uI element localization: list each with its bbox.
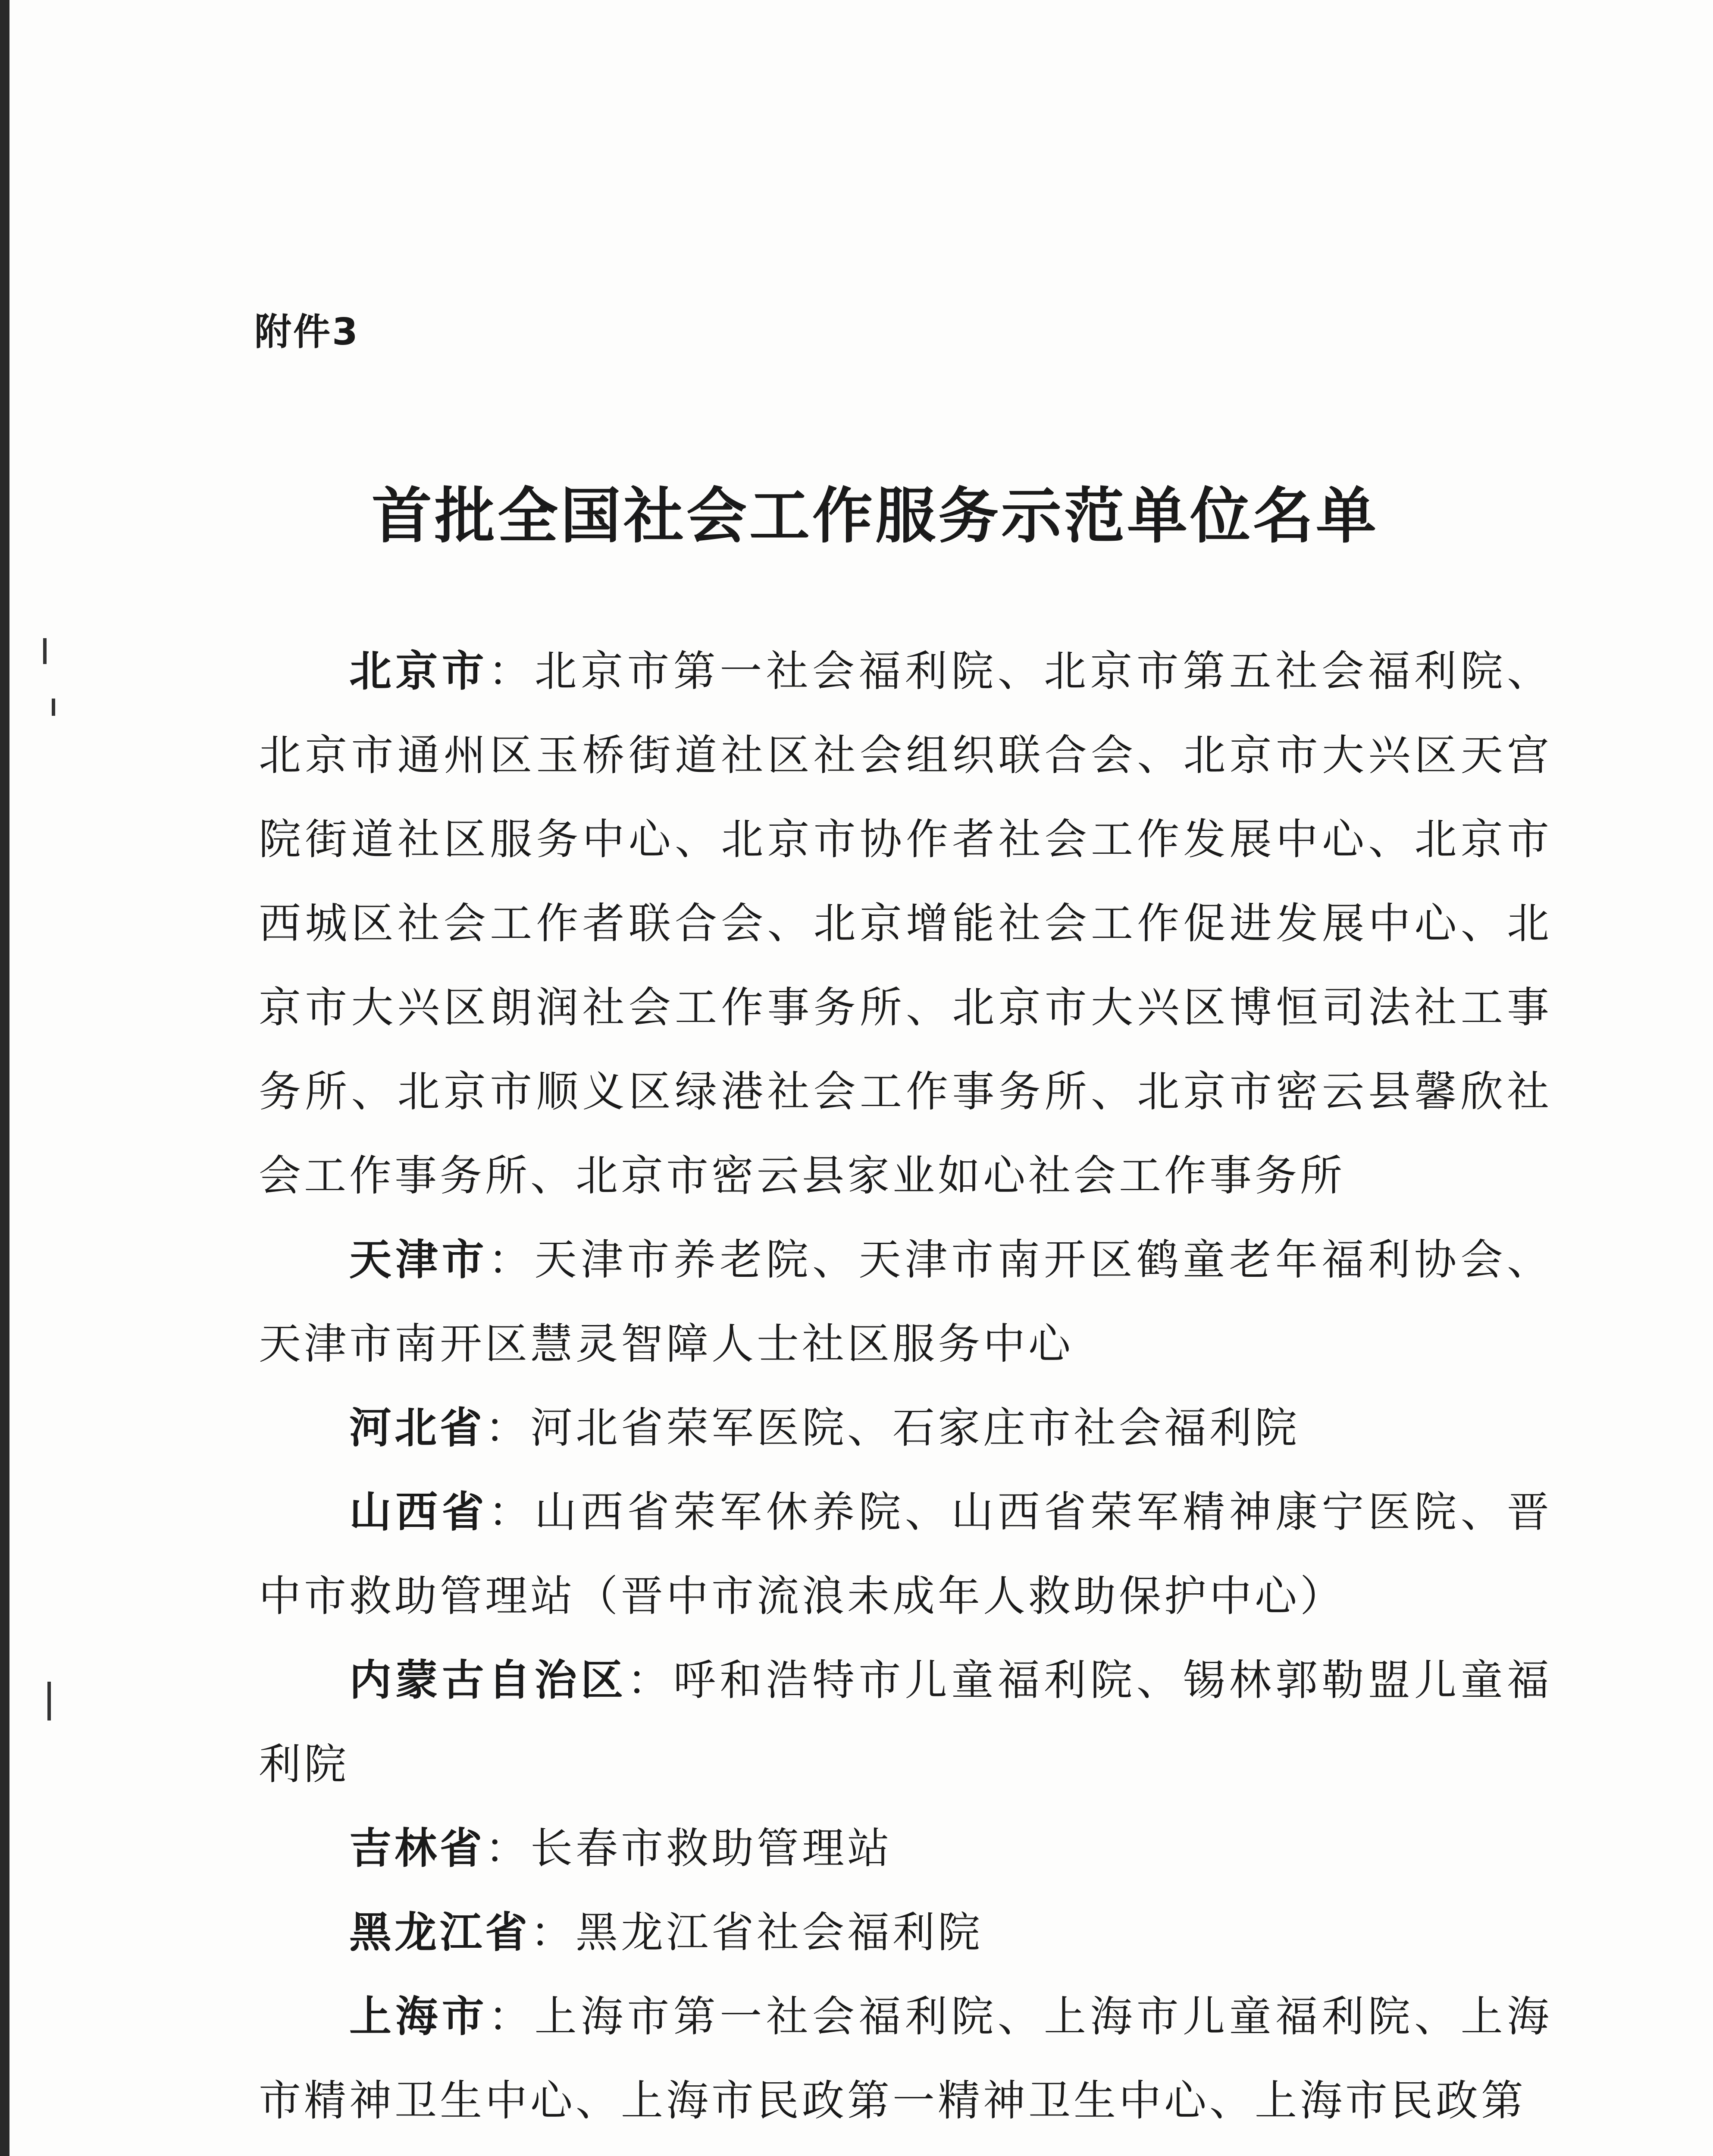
entry-text: ：山西省荣军休养院、山西省荣军精神康宁医院、晋中市救助管理站（晋中市流浪未成年人救助保护中心） [259,1488,1552,1621]
entry-text: ：呼和浩特市儿童福利院、锡林郭勒盟儿童福利院 [259,1656,1552,1789]
entry-text: ：北京市第一社会福利院、北京市第五社会福利院、北京市通州区玉桥街道社区社会组织联合会、北京市大兴区天宫院街道社区服务中心、北京市协作者社会工作发展中心、北京市西城区社会工作者联合会、北京增能社会工作促进发展中心、北京市大兴区朗润社会工作事务所、北京市大兴区博恒司法社工事务所、北京市顺义区绿港社会工作事务所、北京市密云县馨欣社会工作事务所、北京市密云县家业如心社会工作事务所 [259,647,1552,1200]
region-name: 内蒙古自治区 [349,1656,627,1705]
entry-shanghai [259,1975,1552,2143]
entry-shanxi [259,1470,1552,1639]
region-name: 天津市 [349,1235,489,1285]
scan-edge [0,0,9,2156]
region-name: 山西省 [349,1488,489,1537]
document-title: 首批全国社会工作服务示范单位名单 [371,481,1379,552]
entry-beijing [259,630,1552,1218]
entry-jilin [259,1807,1552,1891]
attachment-label: 附件3 [254,310,360,354]
region-name: 北京市 [349,647,489,696]
scan-mark [43,638,47,664]
entry-text: ：河北省荣军医院、石家庄市社会福利院 [485,1404,1300,1453]
entry-heilongjiang [259,1891,1552,1975]
scan-mark [47,1682,51,1720]
region-name: 上海市 [349,1992,489,2041]
entry-text: ：长春市救助管理站 [485,1824,893,1873]
entry-tianjin [259,1218,1552,1386]
scan-mark [52,699,55,716]
entry-text: ：上海市第一社会福利院、上海市儿童福利院、上海市精神卫生中心、上海市民政第一精神卫生中心、上海市民政第 [259,1992,1552,2125]
document-body [259,630,1552,2143]
entry-text: ：天津市养老院、天津市南开区鹤童老年福利协会、天津市南开区慧灵智障人士社区服务中心 [259,1235,1552,1369]
region-name: 吉林省 [349,1824,485,1873]
region-name: 黑龙江省 [349,1908,531,1957]
region-name: 河北省 [349,1404,485,1453]
entry-inner-mongolia [259,1639,1552,1807]
entry-text: ：黑龙江省社会福利院 [530,1908,983,1957]
entry-hebei [259,1386,1552,1470]
